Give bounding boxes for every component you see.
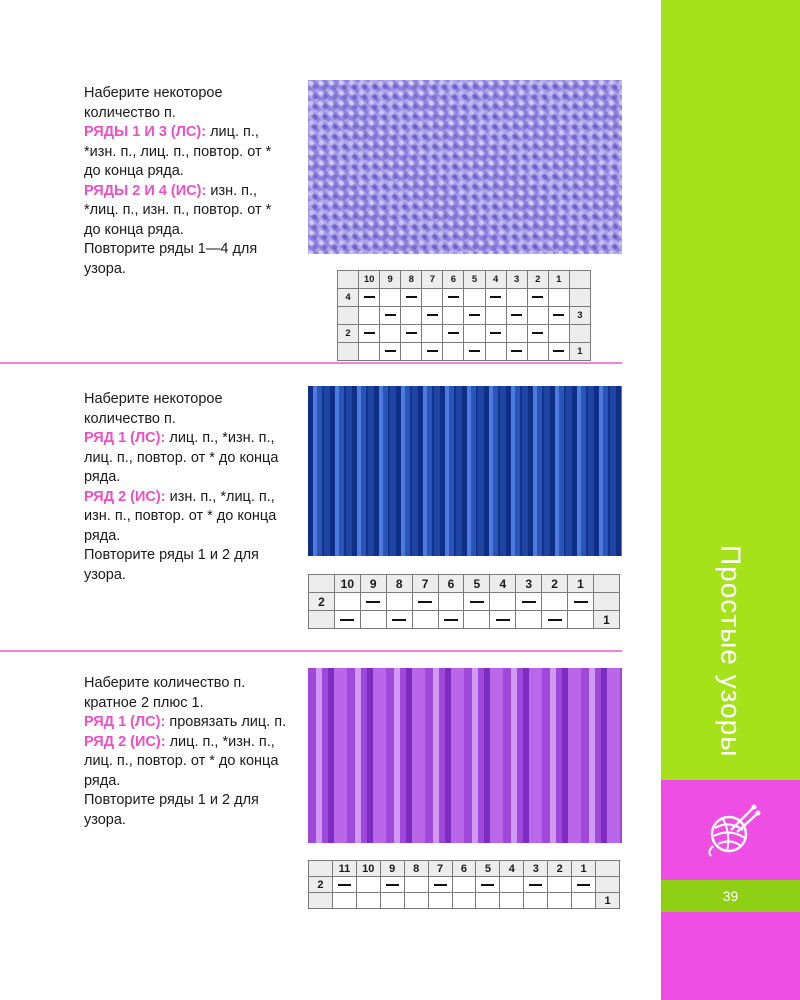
chart-row-number-left: 2 [309,877,333,893]
purl-stitch-symbol [481,884,494,886]
purl-stitch-symbol [386,884,399,886]
purl-stitch-symbol [406,296,417,298]
chart-stitch-cell [548,289,569,307]
chart-corner [593,575,619,593]
chart-stitch-cell [500,877,524,893]
chart-stitch-cell [506,307,527,325]
section-divider [0,650,622,652]
chart-stitch-cell [428,893,452,909]
chart-stitch-cell [506,289,527,307]
chart-column-number: 5 [464,575,490,593]
purl-stitch-symbol [490,296,501,298]
purl-stitch-symbol [577,884,590,886]
purl-stitch-symbol [448,296,459,298]
row-text: лиц. п., *изн. п., лиц. п., повтор. от * до конца ряда. [84,733,279,789]
chart-stitch-cell [380,893,404,909]
pattern-outro: Повторите ряды 1 и 2 для узора. [84,792,259,828]
chart-stitch-cell [401,325,422,343]
chart-stitch-cell [490,593,516,611]
chart-stitch-cell [548,877,572,893]
chart-column-number: 6 [443,271,464,289]
chart-stitch-cell [404,893,428,909]
pattern-outro: Повторите ряды 1—4 для узора. [84,241,258,277]
chart-stitch-cell [464,611,490,629]
chart-corner [338,271,359,289]
chart-column-number: 11 [332,861,356,877]
chart-column-number: 10 [356,861,380,877]
pattern-2-instructions [84,390,289,585]
pattern-row-instruction [84,182,289,241]
chart-row-number-left: 2 [309,593,335,611]
chart-row-number-right: 3 [569,307,590,325]
chart-stitch-cell [452,893,476,909]
pattern-3-instructions [84,674,289,830]
purl-stitch-symbol [490,332,501,334]
chart-column-number: 3 [516,575,542,593]
purl-stitch-symbol [553,314,564,316]
pattern-row-instruction [84,123,289,182]
chart-stitch-cell [568,611,594,629]
chart-stitch-cell [524,893,548,909]
chart-stitch-cell [401,289,422,307]
purl-stitch-symbol [496,619,510,621]
chart-stitch-cell [422,307,443,325]
purl-stitch-symbol [548,619,562,621]
chart-stitch-cell [334,611,360,629]
row-label: РЯД 2 (ИС): [84,488,166,505]
chart-stitch-cell [572,877,596,893]
purl-stitch-symbol [448,332,459,334]
chart-stitch-cell [438,593,464,611]
chart-column-number: 4 [500,861,524,877]
purl-stitch-symbol [574,601,588,603]
purl-stitch-symbol [385,314,396,316]
purl-stitch-symbol [444,619,458,621]
chart-column-number: 10 [359,271,380,289]
chart-stitch-cell [380,343,401,361]
chart-stitch-cell [380,325,401,343]
purl-stitch-symbol [511,350,522,352]
row-label: РЯД 2 (ИС): [84,733,166,750]
chart-stitch-cell [527,325,548,343]
chart-stitch-cell [443,343,464,361]
purl-stitch-symbol [469,314,480,316]
chart-column-number: 3 [506,271,527,289]
purl-stitch-symbol [418,601,432,603]
chart-stitch-cell [476,893,500,909]
row-label: РЯДЫ 2 И 4 (ИС): [84,182,207,199]
pattern-1-instructions [84,84,289,279]
chart-row-number-right: 1 [593,611,619,629]
pattern-outro: Повторите ряды 1 и 2 для узора. [84,547,259,583]
chart-stitch-cell [412,593,438,611]
purl-stitch-symbol [392,619,406,621]
chart-stitch-cell [485,307,506,325]
chart-stitch-cell [476,877,500,893]
chart-column-number: 2 [548,861,572,877]
purl-stitch-symbol [522,601,536,603]
chart-stitch-cell [356,893,380,909]
chart-row-number-left [309,893,333,909]
chart-stitch-cell [464,289,485,307]
purl-stitch-symbol [366,601,380,603]
chart-row-number-left [338,343,359,361]
chart-stitch-cell [452,877,476,893]
chart-column-number: 9 [380,861,404,877]
chart-column-number: 6 [438,575,464,593]
chart-row-number-right: 1 [596,893,620,909]
purl-stitch-symbol [529,884,542,886]
chart-corner [309,861,333,877]
chart-stitch-cell [464,307,485,325]
purl-stitch-symbol [364,332,375,334]
chart-stitch-cell [332,877,356,893]
purl-stitch-symbol [340,619,354,621]
chart-stitch-cell [422,343,443,361]
purl-stitch-symbol [511,314,522,316]
chart-stitch-cell [506,343,527,361]
row-text: изн. п., *лиц. п., изн. п., повтор. от * до конца ряда. [84,488,277,544]
chart-stitch-cell [548,893,572,909]
chart-row-number-right [569,289,590,307]
purl-stitch-symbol [470,601,484,603]
chart-stitch-cell [490,611,516,629]
chart-column-number: 6 [452,861,476,877]
pattern-row-instruction [84,488,289,547]
pattern-intro: Наберите некоторое количество п. [84,85,223,121]
chart-column-number: 9 [380,271,401,289]
chart-stitch-cell [438,611,464,629]
chart-stitch-cell [412,611,438,629]
chart-stitch-cell [527,289,548,307]
row-text: лиц. п., *изн. п., лиц. п., повтор. от * до конца ряда. [84,430,279,485]
pattern-intro: Наберите количество п. кратное 2 плюс 1. [84,675,246,711]
purl-stitch-symbol [406,332,417,334]
page-number: 39 [661,880,800,912]
row-label: РЯД 1 (ЛС): [84,430,166,446]
sidebar-bottom-band [661,912,800,1000]
chart-column-number: 10 [334,575,360,593]
pattern-intro: Наберите некоторое количество п. [84,391,223,427]
chart-column-number: 2 [542,575,568,593]
chart-stitch-cell [500,893,524,909]
chart-row-number-left: 2 [338,325,359,343]
chart-stitch-cell [386,611,412,629]
chart-stitch-cell [360,593,386,611]
chart-stitch-cell [443,289,464,307]
pattern-row-instruction [84,713,289,733]
chart-stitch-cell [332,893,356,909]
chart-stitch-cell [380,307,401,325]
row-label: РЯД 1 (ЛС): [84,714,166,730]
section-title: Простые узоры [715,545,747,758]
chart-column-number: 1 [568,575,594,593]
chart-column-number: 7 [428,861,452,877]
chart-column-number: 1 [548,271,569,289]
chart-stitch-cell [422,325,443,343]
chart-row-number-right [569,325,590,343]
pattern-row-instruction [84,429,289,488]
chart-stitch-cell [422,289,443,307]
chart-stitch-cell [380,289,401,307]
pattern-3-swatch-photo [308,668,622,843]
chart-stitch-cell [548,325,569,343]
pattern-3-chart [308,860,620,909]
chart-stitch-cell [516,611,542,629]
purl-stitch-symbol [434,884,447,886]
chart-corner [569,271,590,289]
chart-stitch-cell [380,877,404,893]
chart-stitch-cell [443,325,464,343]
yarn-ball-icon [701,800,761,860]
sidebar-title-wrap [661,0,800,780]
chart-column-number: 3 [524,861,548,877]
chart-stitch-cell [464,593,490,611]
chart-row-number-left: 4 [338,289,359,307]
sidebar-icon-panel [661,780,800,880]
chart-row-number-right: 1 [569,343,590,361]
chart-column-number: 4 [490,575,516,593]
chart-stitch-cell [568,593,594,611]
chart-stitch-cell [485,325,506,343]
chart-stitch-cell [443,307,464,325]
chart-row-number-left [309,611,335,629]
chart-stitch-cell [359,307,380,325]
chart-column-number: 8 [386,575,412,593]
row-label: РЯДЫ 1 И 3 (ЛС): [84,124,207,140]
chart-stitch-cell [428,877,452,893]
pattern-row-instruction [84,733,289,792]
chart-stitch-cell [359,343,380,361]
chart-stitch-cell [548,307,569,325]
chart-stitch-cell [572,893,596,909]
purl-stitch-symbol [385,350,396,352]
row-text: изн. п., *лиц. п., изн. п., повтор. от * до конца ряда. [84,182,272,238]
chart-column-number: 5 [464,271,485,289]
purl-stitch-symbol [532,296,543,298]
chart-stitch-cell [334,593,360,611]
chart-column-number: 4 [485,271,506,289]
purl-stitch-symbol [469,350,480,352]
chart-stitch-cell [527,307,548,325]
purl-stitch-symbol [532,332,543,334]
pattern-1-chart [337,270,591,361]
chart-column-number: 8 [404,861,428,877]
chart-stitch-cell [404,877,428,893]
chart-stitch-cell [485,343,506,361]
pattern-1-swatch-photo [308,80,622,254]
chart-column-number: 2 [527,271,548,289]
chart-stitch-cell [542,593,568,611]
chart-stitch-cell [401,343,422,361]
chart-stitch-cell [516,593,542,611]
chart-stitch-cell [359,289,380,307]
chart-corner [309,575,335,593]
chart-stitch-cell [527,343,548,361]
row-text: провязать лиц. п. [165,714,287,730]
chart-column-number: 9 [360,575,386,593]
purl-stitch-symbol [553,350,564,352]
purl-stitch-symbol [338,884,351,886]
purl-stitch-symbol [364,296,375,298]
chart-stitch-cell [386,593,412,611]
pattern-2-chart [308,574,620,629]
section-divider [0,362,622,364]
chart-row-number-left [338,307,359,325]
chart-stitch-cell [542,611,568,629]
chart-stitch-cell [360,611,386,629]
chart-stitch-cell [464,343,485,361]
chart-column-number: 7 [422,271,443,289]
chart-stitch-cell [548,343,569,361]
purl-stitch-symbol [427,314,438,316]
chart-row-number-right [596,877,620,893]
chart-corner [596,861,620,877]
chart-stitch-cell [359,325,380,343]
row-text: лиц. п., *изн. п., лиц. п., повтор. от * до конца ряда. [84,124,272,179]
chart-stitch-cell [356,877,380,893]
chart-column-number: 1 [572,861,596,877]
chart-column-number: 7 [412,575,438,593]
chart-column-number: 5 [476,861,500,877]
chart-row-number-right [593,593,619,611]
purl-stitch-symbol [427,350,438,352]
chart-stitch-cell [401,307,422,325]
chart-column-number: 8 [401,271,422,289]
chart-stitch-cell [524,877,548,893]
chart-stitch-cell [464,325,485,343]
pattern-2-swatch-photo [308,386,622,556]
chart-stitch-cell [506,325,527,343]
chart-stitch-cell [485,289,506,307]
